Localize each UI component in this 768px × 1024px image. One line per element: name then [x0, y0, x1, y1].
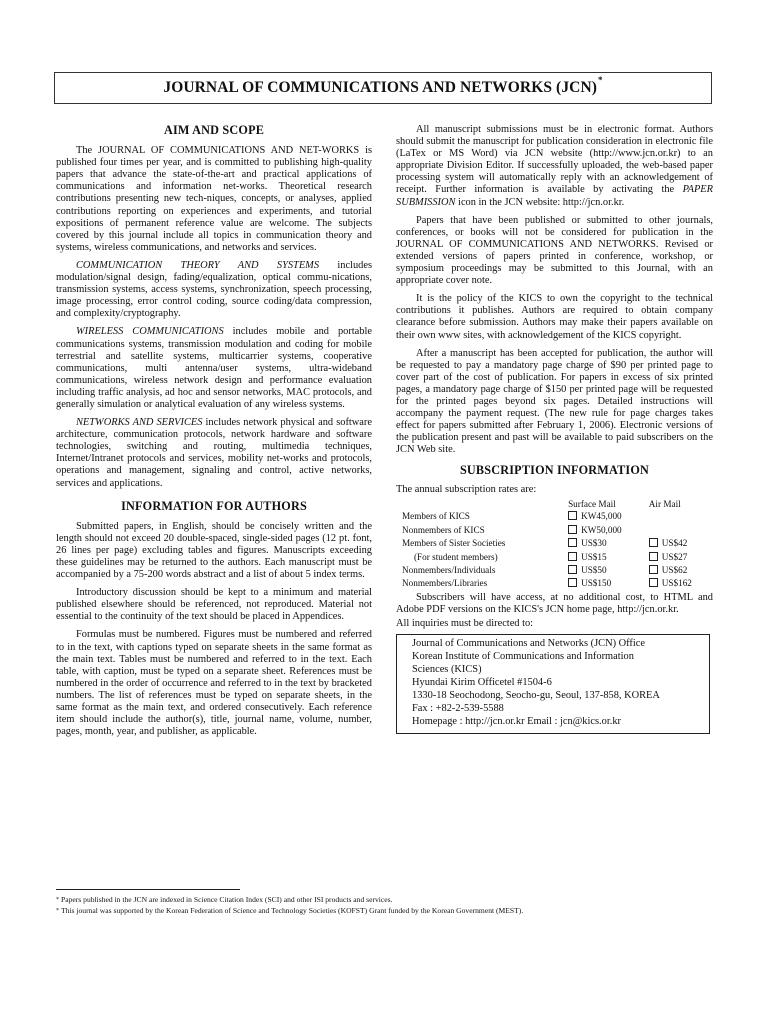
contact-line: Hyundai Kirim Officetel #1504-6 — [412, 677, 552, 689]
table-row — [396, 537, 713, 550]
surface-rate-option[interactable]: US$150 — [568, 577, 649, 590]
contact-line: Journal of Communications and Networks (JCN) Office — [412, 638, 645, 650]
journal-title: JOURNAL OF COMMUNICATIONS AND NETWORKS (JCN)* — [163, 75, 603, 96]
rate-label: Nonmembers/Libraries — [402, 578, 488, 589]
surface-rate-option[interactable]: US$15 — [568, 550, 649, 563]
checkbox-icon[interactable] — [568, 565, 577, 574]
contact-line: 1330-18 Seochodong, Seocho-gu, Seoul, 137-858, KOREA — [412, 689, 660, 701]
authors-paragraph: Papers that have been published or submitted to other journals, conferences, or books will not be considered for publication in the JOURNAL OF COMMUNICATIONS AND NETWORKS. Revised or extended versions of papers printed in conference, workshop, or symposium proceedings may be submitted to this Journal, with an appropriate cover note. — [396, 214, 713, 287]
contact-line: Korean Institute of Communications and Information — [412, 651, 634, 663]
subscription-intro: The annual subscription rates are: — [396, 483, 537, 495]
checkbox-icon[interactable] — [649, 578, 658, 587]
access-note: Subscribers will have access, at no additional cost, to HTML and Adobe PDF versions on the KICS's JCN home page, http://jcn.or.kr. — [396, 592, 713, 616]
authors-paragraph: It is the policy of the KICS to own the copyright to the technical contributions it publishes. Authors are required to obtain company clearance before submission. Authors may make their papers available on their own www sites, with acknowledgement of the KICS copyright. — [396, 293, 713, 341]
subscription-heading: SUBSCRIPTION INFORMATION — [459, 463, 650, 478]
rate-label: Nonmembers of KICS — [402, 524, 485, 535]
topic-networks: NETWORKS AND SERVICES includes network physical and software architecture, communication protocols, network hardware and software technologies, switching and routing, multimedia techniques, Internet/Intranet protocols and services, mobility net-works and protocols, operations and management, signaling and control, active networks, services and applications. — [56, 417, 372, 489]
checkbox-icon[interactable] — [649, 565, 658, 574]
rate-label: Nonmembers/Individuals — [402, 564, 496, 575]
checkbox-icon[interactable] — [649, 538, 658, 547]
air-rate-option[interactable]: US$27 — [649, 550, 713, 563]
left-column — [56, 124, 372, 744]
air-rate-option[interactable]: US$62 — [649, 563, 713, 576]
footnote: * This journal was supported by the Korean Federation of Science and Technology Societies (KOFST) Grant funded by the Korean Government (MEST). — [56, 905, 524, 915]
topic-communication-theory: COMMUNICATION THEORY AND SYSTEMS includes modulation/signal design, fading/equalization, optical commu-nications, transmission systems, access systems, synchronization, speech processing, image processing, error control coding, source coding/data compression, and complexity/cryptography. — [56, 259, 372, 320]
table-row — [396, 523, 713, 536]
table-row — [396, 577, 713, 590]
checkbox-icon[interactable] — [568, 511, 577, 520]
table-row — [396, 563, 713, 576]
footnote-divider — [56, 889, 240, 890]
footnote: * Papers published in the JCN are indexed in Science Citation Index (SCI) and other ISI products and services. — [56, 895, 393, 904]
contact-line: Fax : +82-2-539-5588 — [412, 702, 504, 714]
surface-rate-option[interactable]: US$50 — [568, 563, 649, 576]
checkbox-icon[interactable] — [568, 552, 577, 561]
submission-paragraph: All manuscript submissions must be in electronic format. Authors should submit the manuscript for publication consideration in electronic file (LaTex or MS Word) via JCN website (http://www.jcn.or.kr) to an appropriate Division Editor. If successfully uploaded, the web-based paper processing system will automatically reply with an acknowledgement of receipt. Further information is available by activating the PAPER SUBMISSION icon in the JCN website: http://jcn.or.kr. — [396, 124, 713, 208]
paper-submission-link[interactable]: PAPER SUBMISSION — [396, 184, 713, 208]
aim-scope-heading: AIM AND SCOPE — [163, 123, 265, 137]
aim-intro-paragraph: The JOURNAL OF COMMUNICATIONS AND NET-WORKS is published four times per year, and is committed to publishing high-quality papers that advance the state-of-the-art and practical applications of communications and information net-works. Theoretical research contributions presenting new tech-niques, concepts, or analyses, applied contributions reporting on experiences and experiments, and tutorial expositions of permanent reference value are welcome. The subjects covered by this journal include all topics in communication theory and systems, wireless communications, and networks and services. — [56, 145, 372, 253]
checkbox-icon[interactable] — [568, 538, 577, 547]
table-row — [396, 510, 713, 523]
surface-rate-option[interactable]: KW50,000 — [568, 523, 649, 536]
contact-line: Sciences (KICS) — [412, 664, 482, 676]
topic-name: NETWORKS AND SERVICES — [76, 417, 203, 429]
authors-paragraph: After a manuscript has been accepted for publication, the author will be requested to pay a mandatory page charge of $90 per printed page to cover part of the cost of publication. For papers in excess of six printed pages, a mandatory page charge of $150 per printed page will be requested for the printed pages beyond six pages. Detailed instructions will accompany the payment request. (The new rule for page charges takes effect for papers submitted after February 1, 2006). Electronic versions of the publication present and past will be available to paid subscribers on the JCN Web site. — [396, 347, 713, 456]
surface-mail-header: Surface Mail — [568, 498, 616, 509]
authors-heading: INFORMATION FOR AUTHORS — [121, 498, 307, 513]
surface-rate-option[interactable]: KW45,000 — [568, 510, 649, 523]
authors-paragraph: Formulas must be numbered. Figures must be numbered and referred to in the text, with captions typed on separate sheets in the same format as the main text. Tables must be numbered and referred to in the text. Each table, with caption, must be typed on a separate sheet. References must be numbered in the order of occurrence and referred to in the text by bracketed numbers. The list of references must be typed on separate sheets, in the same format as the main text, and ordered consecutively. Each reference item should include the author(s), title, journal name, volume, number, pages, month, year, and publisher, as applicable. — [56, 629, 372, 738]
contact-box — [396, 634, 710, 733]
table-row — [396, 550, 713, 563]
topic-wireless: WIRELESS COMMUNICATIONS includes mobile and portable communications systems, transmission modulation and coding for mobile terrestrial and satellite systems, multicarrier systems, cooperative communications, multi antenna/user systems, ultra-wideband communications, wireless network design and performance evaluation including traffic analysis, ad hoc and sensor networks, MAC protocols, and generally simulation or analytical evaluation of any wireless systems. — [56, 326, 372, 410]
inquiries-note: All inquiries must be directed to: — [396, 618, 534, 630]
surface-rate-option[interactable]: US$30 — [568, 537, 649, 550]
air-rate-option[interactable]: US$42 — [649, 537, 713, 550]
checkbox-icon[interactable] — [649, 552, 658, 561]
topic-name: COMMUNICATION THEORY AND SYSTEMS — [76, 259, 320, 271]
table-header-row — [396, 498, 713, 510]
right-column — [396, 124, 713, 734]
rate-label: Members of KICS — [402, 511, 470, 522]
air-mail-header: Air Mail — [648, 498, 681, 509]
contact-line: Homepage : http://jcn.or.kr Email : jcn@kics.or.kr — [412, 715, 621, 727]
authors-paragraph: Introductory discussion should be kept to a minimum and material published elsewhere should be referenced, not reproduced. Material not essential to the continuity of the text should be placed in Appendices. — [56, 587, 372, 623]
topic-name: WIRELESS COMMUNICATIONS — [76, 326, 224, 338]
air-rate-option[interactable]: US$162 — [649, 577, 713, 590]
journal-title-box — [54, 72, 712, 104]
checkbox-icon[interactable] — [568, 578, 577, 587]
subscription-rates-table — [396, 498, 713, 590]
rate-label: Members of Sister Societies — [402, 538, 506, 549]
checkbox-icon[interactable] — [568, 525, 577, 534]
rate-label: (For student members) — [414, 551, 498, 562]
authors-paragraph: Submitted papers, in English, should be concisely written and the length should not exceed 20 double-spaced, single-sided pages (12 pt. font, 26 lines per page) excluding tables and figures. Manuscripts exceeding these guidelines may be returned to the authors. Each manuscript must be accompanied by a 75-200 words abstract and a list of about 5 index terms. — [56, 520, 372, 581]
title-footnote-mark: * — [598, 75, 603, 85]
footnotes — [56, 895, 736, 916]
